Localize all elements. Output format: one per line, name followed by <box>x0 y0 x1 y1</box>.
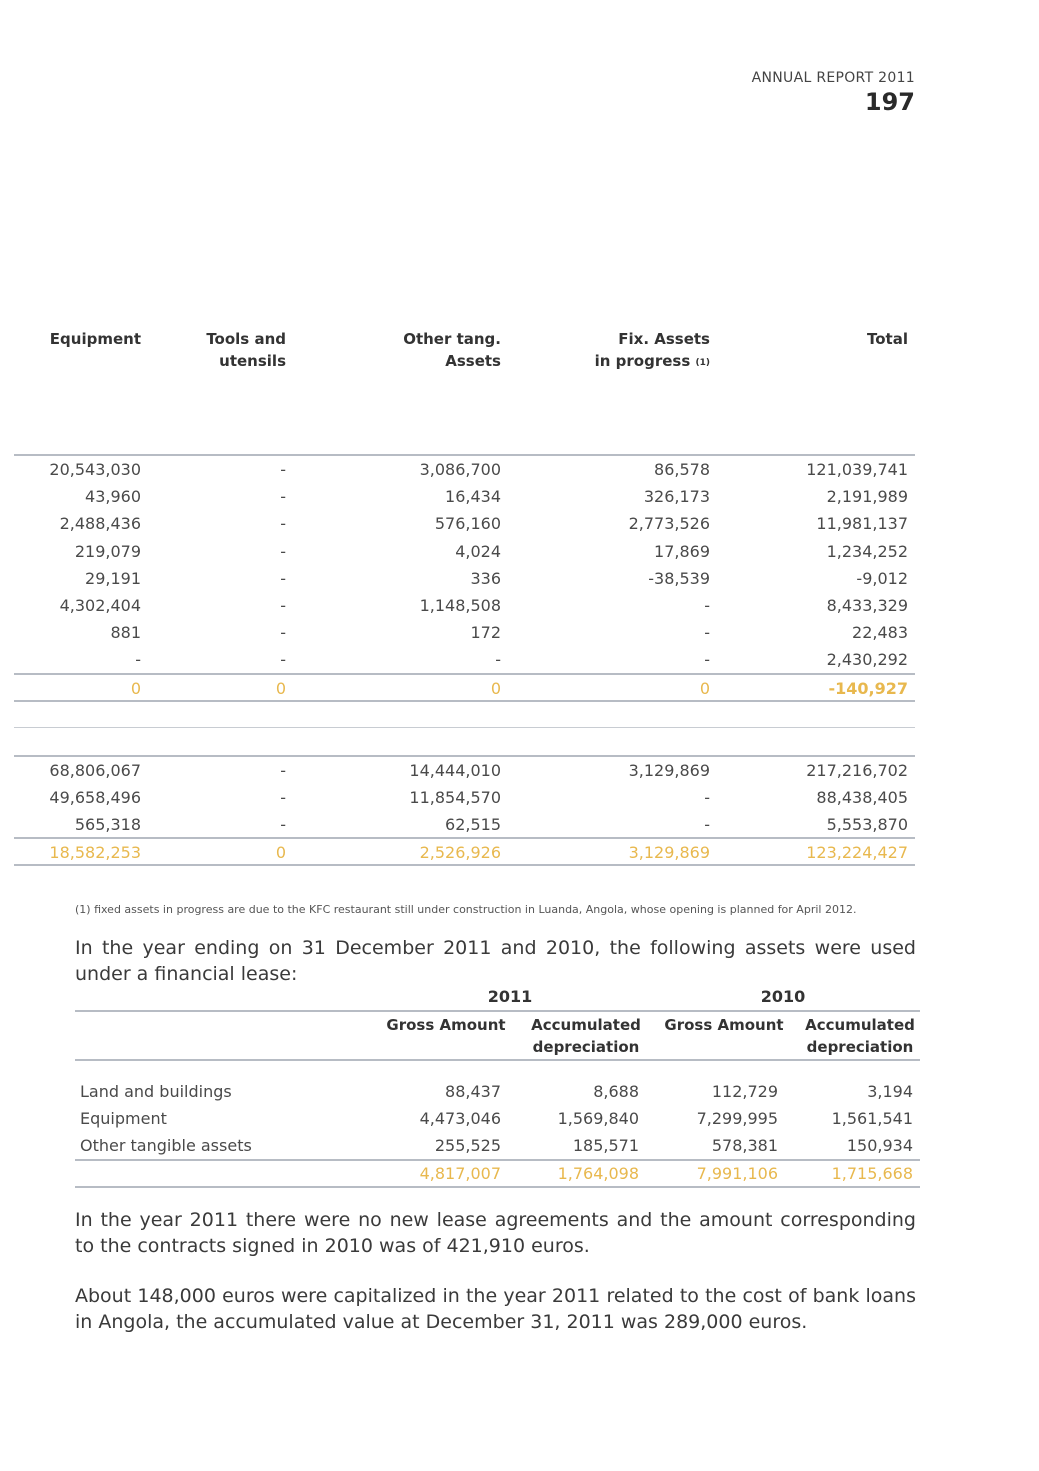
total-cell: 0 <box>699 679 710 698</box>
paragraph-capitalized-costs: About 148,000 euros were capitalized in the year 2011 related to the cost of bank loans in Angola, the accumulated value at December 31, 2011 was 289,000 euros. <box>75 1285 916 1333</box>
table-cell: -38,539 <box>648 568 710 588</box>
lease-cell: 1,569,840 <box>557 1109 639 1129</box>
table-cell: 88,438,405 <box>816 788 908 808</box>
table-row <box>14 456 915 483</box>
lease-cell: 4,473,046 <box>419 1109 501 1129</box>
report-title: ANNUAL REPORT 2011 <box>751 70 915 86</box>
table-cell: - <box>704 623 710 643</box>
total-cell: 18,582,253 <box>49 843 141 862</box>
table-row <box>14 757 915 784</box>
lease-header-line2: depreciation <box>806 1038 914 1056</box>
column-header-line1: Other tang. <box>403 330 501 348</box>
lease-header-gross-2010 <box>658 1014 790 1036</box>
table-cell: 121,039,741 <box>806 460 908 479</box>
lease-cell: 8,688 <box>593 1082 639 1101</box>
table-rule <box>14 700 915 702</box>
total-cell: 0 <box>275 843 286 862</box>
table-cell: 2,773,526 <box>628 514 710 534</box>
table-cell: 326,173 <box>643 487 710 507</box>
table-row <box>14 619 915 646</box>
table-row-total <box>14 675 915 702</box>
table-row <box>14 565 915 592</box>
lease-cell: 3,194 <box>867 1082 913 1101</box>
table-cell: 11,854,570 <box>409 788 501 808</box>
paragraph-lease-agreements: In the year 2011 there were no new lease agreements and the amount corresponding to the contracts signed in 2010 was of 421,910 euros. <box>75 1209 916 1257</box>
table-cell: 4,024 <box>455 541 501 561</box>
table-cell: - <box>280 541 286 561</box>
table-row <box>14 811 915 838</box>
table-cell: 565,318 <box>74 815 141 835</box>
table-rule <box>75 1010 920 1012</box>
table-cell: 4,302,404 <box>59 596 141 615</box>
table-rule <box>75 1186 920 1188</box>
lease-cell: 112,729 <box>711 1082 778 1101</box>
lease-cell: 185,571 <box>572 1136 639 1156</box>
lease-row <box>75 1132 920 1159</box>
table-cell: - <box>280 788 286 808</box>
table-row <box>14 784 915 811</box>
page-number: 197 <box>864 88 915 116</box>
table-cell: 3,086,700 <box>419 460 501 479</box>
column-header-tools <box>186 328 286 372</box>
table-cell: 43,960 <box>85 487 141 507</box>
table-cell: 20,543,030 <box>49 460 141 479</box>
table-cell: - <box>280 568 286 588</box>
column-header-line2: utensils <box>219 352 286 370</box>
table-row <box>14 483 915 510</box>
table-row <box>14 592 915 619</box>
table-cell: 219,079 <box>74 541 141 561</box>
column-header-total <box>800 328 908 350</box>
lease-year-2010: 2010 <box>760 987 806 1006</box>
table-row <box>14 646 915 673</box>
table-cell: 62,515 <box>445 815 501 835</box>
total-cell: 0 <box>490 679 501 698</box>
lease-row-total <box>75 1160 920 1187</box>
lease-cell: 255,525 <box>434 1136 501 1156</box>
lease-header-depr-2011 <box>520 1014 652 1058</box>
lease-cell: 578,381 <box>711 1136 778 1156</box>
table-cell: - <box>135 650 141 670</box>
table-cell: 3,129,869 <box>628 761 710 780</box>
lease-row <box>75 1078 920 1105</box>
table-cell: - <box>280 514 286 534</box>
table-cell: 17,869 <box>654 541 710 561</box>
lease-cell: 150,934 <box>846 1136 913 1156</box>
table-cell: 881 <box>110 623 141 643</box>
lease-row-label: Land and buildings <box>80 1082 232 1101</box>
column-header-line1: Total <box>867 330 908 348</box>
lease-header-line1: Gross Amount <box>386 1016 506 1034</box>
table-row <box>14 538 915 565</box>
table-cell: 14,444,010 <box>409 761 501 780</box>
lease-total-cell: 1,764,098 <box>557 1164 639 1183</box>
table-cell: -9,012 <box>856 568 908 588</box>
total-cell: 123,224,427 <box>806 843 908 862</box>
table-cell: 22,483 <box>852 623 908 643</box>
table-cell: 49,658,496 <box>49 788 141 808</box>
column-header-other-tangible <box>380 328 501 372</box>
lease-row <box>75 1105 920 1132</box>
lease-row-label: Equipment <box>80 1109 167 1129</box>
table-rule <box>14 864 915 866</box>
table-cell: 68,806,067 <box>49 761 141 780</box>
lease-header-line1: Accumulated <box>805 1016 915 1034</box>
footnote-marker: (1) <box>695 358 710 368</box>
lease-header-line1: Gross Amount <box>664 1016 784 1034</box>
table-cell: 576,160 <box>434 514 501 534</box>
lease-cell: 1,561,541 <box>831 1109 913 1129</box>
column-header-equipment <box>14 328 141 350</box>
table-cell: 1,148,508 <box>419 596 501 615</box>
column-header-line1: Tools and <box>206 330 286 348</box>
table-cell: 217,216,702 <box>806 761 908 780</box>
table-cell: 336 <box>470 568 501 588</box>
table-cell: - <box>280 487 286 507</box>
column-header-line2: in progress <box>594 352 691 370</box>
table-cell: 8,433,329 <box>826 596 908 615</box>
lease-total-cell: 1,715,668 <box>831 1164 913 1183</box>
lease-year-2011: 2011 <box>487 987 533 1006</box>
table-cell: - <box>280 623 286 643</box>
total-cell: 0 <box>130 679 141 698</box>
total-cell: 2,526,926 <box>419 843 501 862</box>
lease-total-cell: 7,991,106 <box>696 1164 778 1183</box>
table-cell: 86,578 <box>654 460 710 479</box>
table-cell: - <box>280 761 286 780</box>
table-row-total <box>14 839 915 866</box>
table-cell: 2,488,436 <box>59 514 141 534</box>
lease-header-line1: Accumulated <box>531 1016 641 1034</box>
table-cell: - <box>280 460 286 479</box>
table-cell: 5,553,870 <box>826 815 908 835</box>
lease-row-label: Other tangible assets <box>80 1136 252 1156</box>
total-cell: 0 <box>275 679 286 698</box>
table-cell: - <box>280 596 286 615</box>
page-header <box>752 70 915 116</box>
table-cell: 1,234,252 <box>826 541 908 561</box>
table-row <box>14 510 915 537</box>
column-header-line2: Assets <box>445 352 501 370</box>
table-cell: - <box>495 650 501 670</box>
lease-cell: 88,437 <box>445 1082 501 1101</box>
lease-header-line2: depreciation <box>532 1038 640 1056</box>
column-header-fixed-assets-progress <box>570 328 710 374</box>
table-cell: 2,430,292 <box>826 650 908 670</box>
table-cell: - <box>280 815 286 835</box>
table-rule <box>14 727 915 728</box>
table-cell: - <box>704 596 710 615</box>
table-cell: 2,191,989 <box>826 487 908 507</box>
total-cell: -140,927 <box>828 679 908 698</box>
table-cell: - <box>704 650 710 670</box>
table-cell: - <box>704 815 710 835</box>
table-cell: 16,434 <box>445 487 501 507</box>
column-header-line1: Fix. Assets <box>618 330 710 348</box>
lease-total-cell: 4,817,007 <box>419 1164 501 1183</box>
table-cell: - <box>280 650 286 670</box>
table-cell: - <box>704 788 710 808</box>
table-rule <box>75 1059 920 1061</box>
paragraph-lease-intro: In the year ending on 31 December 2011 and 2010, the following assets were used under a financial lease: <box>75 937 916 985</box>
table-cell: 11,981,137 <box>816 514 908 534</box>
footnote: (1) fixed assets in progress are due to the KFC restaurant still under construction in Luanda, Angola, whose opening is planned for April 2012. <box>75 903 857 916</box>
table-cell: 29,191 <box>85 568 141 588</box>
lease-header-gross-2011 <box>380 1014 512 1036</box>
lease-header-depr-2010 <box>794 1014 926 1058</box>
table-cell: 172 <box>470 623 501 643</box>
total-cell: 3,129,869 <box>628 843 710 862</box>
column-header-line1: Equipment <box>49 330 141 348</box>
lease-cell: 7,299,995 <box>696 1109 778 1129</box>
